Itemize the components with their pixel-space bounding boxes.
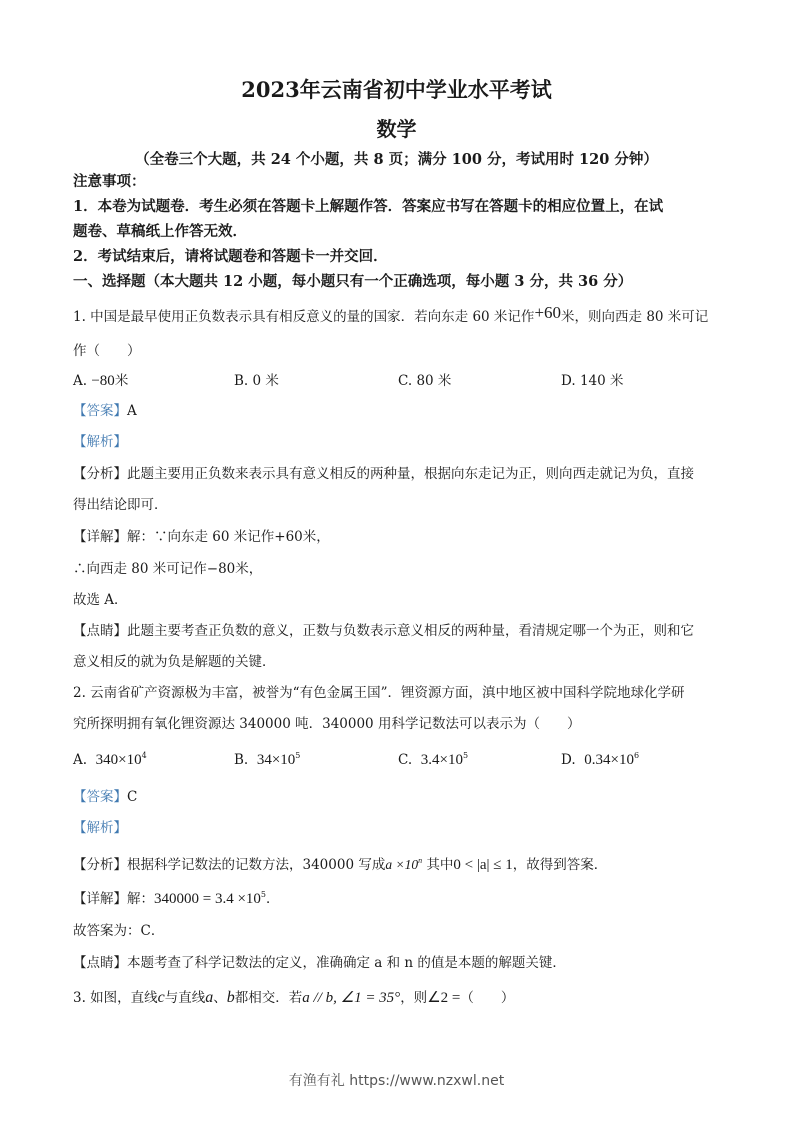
exam-info: （全卷三个大题，共 24 个小题，共 8 页；满分 100 分，考试用时 120 分钟） [135, 151, 658, 168]
q1-stem-text: 1. 中国是最早使用正负数表示具有相反意义的量的国家．若向东走 60 米记作 [73, 309, 535, 325]
fenxi-label: 【分析】 [73, 857, 127, 873]
fenxi-label: 【分析】 [73, 466, 127, 482]
q2-dianjing: 【点睛】本题考查了科学记数法的定义，准确确定 a 和 n 的值是本题的解题关键． [73, 955, 566, 971]
q1-stem-text-2: 米，则向西走 80 米可记 [561, 309, 709, 325]
q2-stem-line-2: 究所探明拥有氧化锂资源达 340000 吨．340000 用科学记数法可以表示为（ ） [73, 716, 581, 732]
subject-title: 数学 [376, 117, 417, 141]
q1-answer-value: A [127, 403, 137, 419]
dianjing-label: 【点睛】 [73, 955, 127, 971]
q1-option-d: D. 140 米 [561, 373, 624, 389]
notice-item-2: 2．考试结束后，请将试题卷和答题卡一并交回． [73, 248, 388, 265]
q1-stem-line-1 [73, 303, 709, 327]
q2-stem-line-1: 2. 云南省矿产资源极为丰富，被誉为“有色金属王国”．锂资源方面，滇中地区被中国科学院地球化学研 [73, 685, 685, 701]
xiangjie-label: 【详解】 [73, 891, 127, 907]
jiexi-label: 【解析】 [73, 820, 127, 836]
notice-item-1-line-2: 题卷、草稿纸上作答无效． [73, 223, 247, 240]
q2-fenxi: 【分析】根据科学记数法的记数方法，340000 写成$a \times 10^n$ 其中0 < |a| ≤ 1，故得到答案． [73, 856, 608, 873]
q2-option-d: D. $0.34\times 10^6$ [561, 751, 640, 768]
q1-fenxi-line-2: 得出结论即可． [73, 497, 168, 513]
answer-label: 【答案】 [73, 403, 127, 419]
watermark-footer: 有渔有礼 https://www.nzxwl.net [288, 1073, 505, 1089]
answer-label: 【答案】 [73, 789, 127, 805]
q2-answer-value: C [127, 789, 138, 805]
q1-fenxi-line-1: 【分析】此题主要用正负数来表示具有意义相反的两种量，根据向东走记为正，则向西走就记为负，直接 [73, 466, 694, 482]
q1-answer [73, 401, 137, 421]
q1-option-a: A. −80米 [73, 373, 129, 389]
xiangjie-label: 【详解】 [73, 529, 127, 545]
q1-xiangjie-line-2: ∴向西走 80 米可记作−80米， [73, 561, 263, 577]
q1-xiangjie-line-3: 故选 A． [73, 592, 128, 608]
q2-conclusion: 故答案为：C． [73, 923, 165, 939]
q1-option-c: C. 80 米 [398, 373, 452, 389]
section-1-heading: 一、选择题（本大题共 12 小题，每小题只有一个正确选项，每小题 3 分，共 36 分） [73, 273, 633, 290]
q2-xiangjie: 【详解】解：$340000 = 3.4 \times 10^5$． [73, 890, 280, 907]
q2-jiexi [73, 818, 127, 838]
exam-title: 2023年云南省初中学业水平考试 [241, 77, 552, 102]
q2-option-b: B. $34\times 10^5$ [234, 751, 301, 768]
q3-stem: 3. 如图，直线c与直线a、b都相交．若a // b, ∠1 = 35°，则∠2 =（ ） [73, 989, 515, 1006]
q1-option-b: B. 0 米 [234, 373, 279, 389]
q1-stem-line-2: 作（ ） [73, 343, 141, 359]
notice-heading: 注意事项： [73, 173, 146, 190]
q2-option-c: C. $3.4\times 10^5$ [398, 751, 469, 768]
jiexi-label: 【解析】 [73, 434, 127, 450]
notice-item-1-line-1: 1．本卷为试题卷．考生必须在答题卡上解题作答．答案应书写在答题卡的相应位置上，在试 [73, 198, 664, 215]
q1-xiangjie-line-1: 【详解】解：∵向东走 60 米记作+60米， [73, 529, 330, 545]
q1-stem-math: +60 [534, 303, 562, 322]
q1-dianjing-line-2: 意义相反的就为负是解题的关键． [73, 654, 276, 670]
dianjing-label: 【点睛】 [73, 623, 127, 639]
q2-answer [73, 787, 137, 807]
q1-jiexi [73, 432, 127, 452]
q1-dianjing-line-1: 【点睛】此题主要考查正负数的意义，正数与负数表示意义相反的两种量，看清规定哪一个为正，则和它 [73, 623, 694, 639]
q2-option-a: A. $340\times 10^4$ [73, 751, 147, 768]
